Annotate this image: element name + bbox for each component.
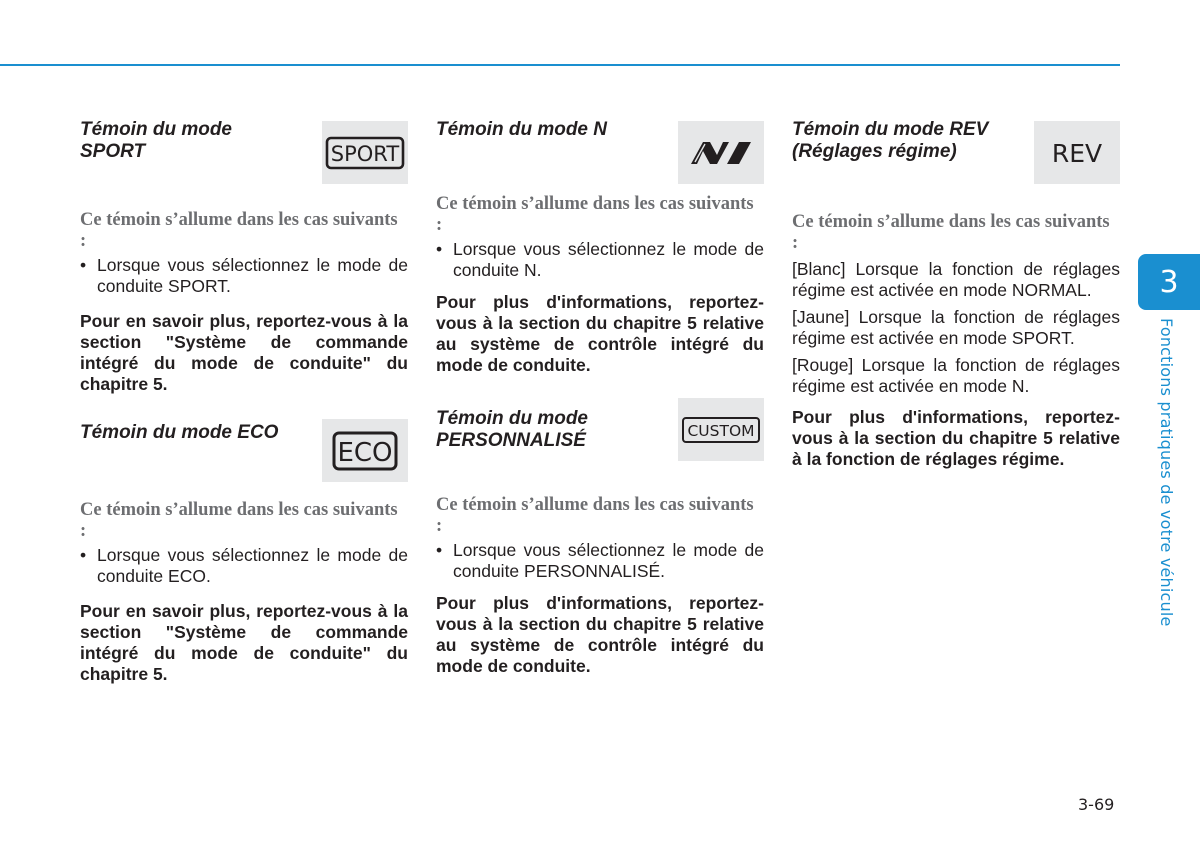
- custom-indicator-icon: [678, 398, 764, 461]
- section-rev: [792, 118, 1120, 470]
- svg-text:REV: REV: [1051, 138, 1103, 168]
- n-reference: Pour plus d'informations, reportez-vous à la section du chapitre 5 relative au système de contrôle intégré du mode de conduite.: [436, 292, 764, 375]
- custom-reference: Pour plus d'informations, reportez-vous à la section du chapitre 5 relative au système de contrôle intégré du mode de conduite.: [436, 593, 764, 676]
- svg-text:ECO: ECO: [337, 437, 393, 468]
- svg-text:CUSTOM: CUSTOM: [687, 421, 755, 440]
- sport-indicator-icon: [322, 121, 408, 184]
- column-2: [436, 118, 764, 677]
- section-custom: [436, 407, 764, 677]
- n-title: Témoin du mode N: [436, 119, 607, 140]
- eco-reference: Pour en savoir plus, reportez-vous à la section "Système de commande intégré du mode de conduite" du chapitre 5.: [80, 601, 408, 684]
- sport-title: Témoin du mode SPORT: [80, 119, 232, 162]
- custom-intro: Ce témoin s’allume dans les cas suivants :: [436, 495, 754, 536]
- rev-blanc: [Blanc] Lorsque la fonction de réglages régime est activée en mode NORMAL.: [792, 259, 1120, 300]
- rev-rouge: [Rouge] Lorsque la fonction de réglages régime est activée en mode N.: [792, 355, 1120, 396]
- custom-bullet: • Lorsque vous sélectionnez le mode de conduite PERSONNALISÉ.: [436, 540, 764, 581]
- eco-bullet: • Lorsque vous sélectionnez le mode de conduite ECO.: [80, 545, 408, 586]
- n-bullet: • Lorsque vous sélectionnez le mode de conduite N.: [436, 239, 764, 280]
- eco-indicator-icon: [322, 419, 408, 482]
- rev-jaune: [Jaune] Lorsque la fonction de réglages régime est activée en mode SPORT.: [792, 307, 1120, 348]
- rev-reference: Pour plus d'informations, reportez-vous à la section du chapitre 5 relative à la fonction de réglages régime.: [792, 407, 1120, 469]
- page-number: 3-69: [1078, 795, 1115, 814]
- section-sport: [80, 118, 408, 395]
- eco-title: Témoin du mode ECO: [80, 422, 279, 443]
- eco-intro: Ce témoin s’allume dans les cas suivants :: [80, 500, 398, 541]
- n-mode-icon: [678, 121, 764, 184]
- rev-indicator-icon: [1034, 121, 1120, 184]
- column-3: [792, 118, 1120, 470]
- n-intro: Ce témoin s’allume dans les cas suivants :: [436, 194, 754, 235]
- top-rule: [0, 64, 1120, 66]
- chapter-title: Fonctions pratiques de votre véhicule: [1157, 318, 1176, 627]
- rev-intro: Ce témoin s’allume dans les cas suivants :: [792, 212, 1110, 253]
- chapter-tab: 3: [1138, 254, 1200, 310]
- section-eco: [80, 419, 408, 685]
- svg-text:SPORT: SPORT: [330, 141, 400, 166]
- column-1: [80, 118, 408, 685]
- rev-title: Témoin du mode REV (Réglages régime): [792, 119, 989, 162]
- custom-title: Témoin du mode PERSONNALISÉ: [436, 408, 588, 451]
- sport-bullet: • Lorsque vous sélectionnez le mode de conduite SPORT.: [80, 255, 408, 296]
- section-n: [436, 118, 764, 376]
- sport-reference: Pour en savoir plus, reportez-vous à la section "Système de commande intégré du mode de conduite" du chapitre 5.: [80, 311, 408, 394]
- sport-intro: Ce témoin s’allume dans les cas suivants :: [80, 210, 398, 251]
